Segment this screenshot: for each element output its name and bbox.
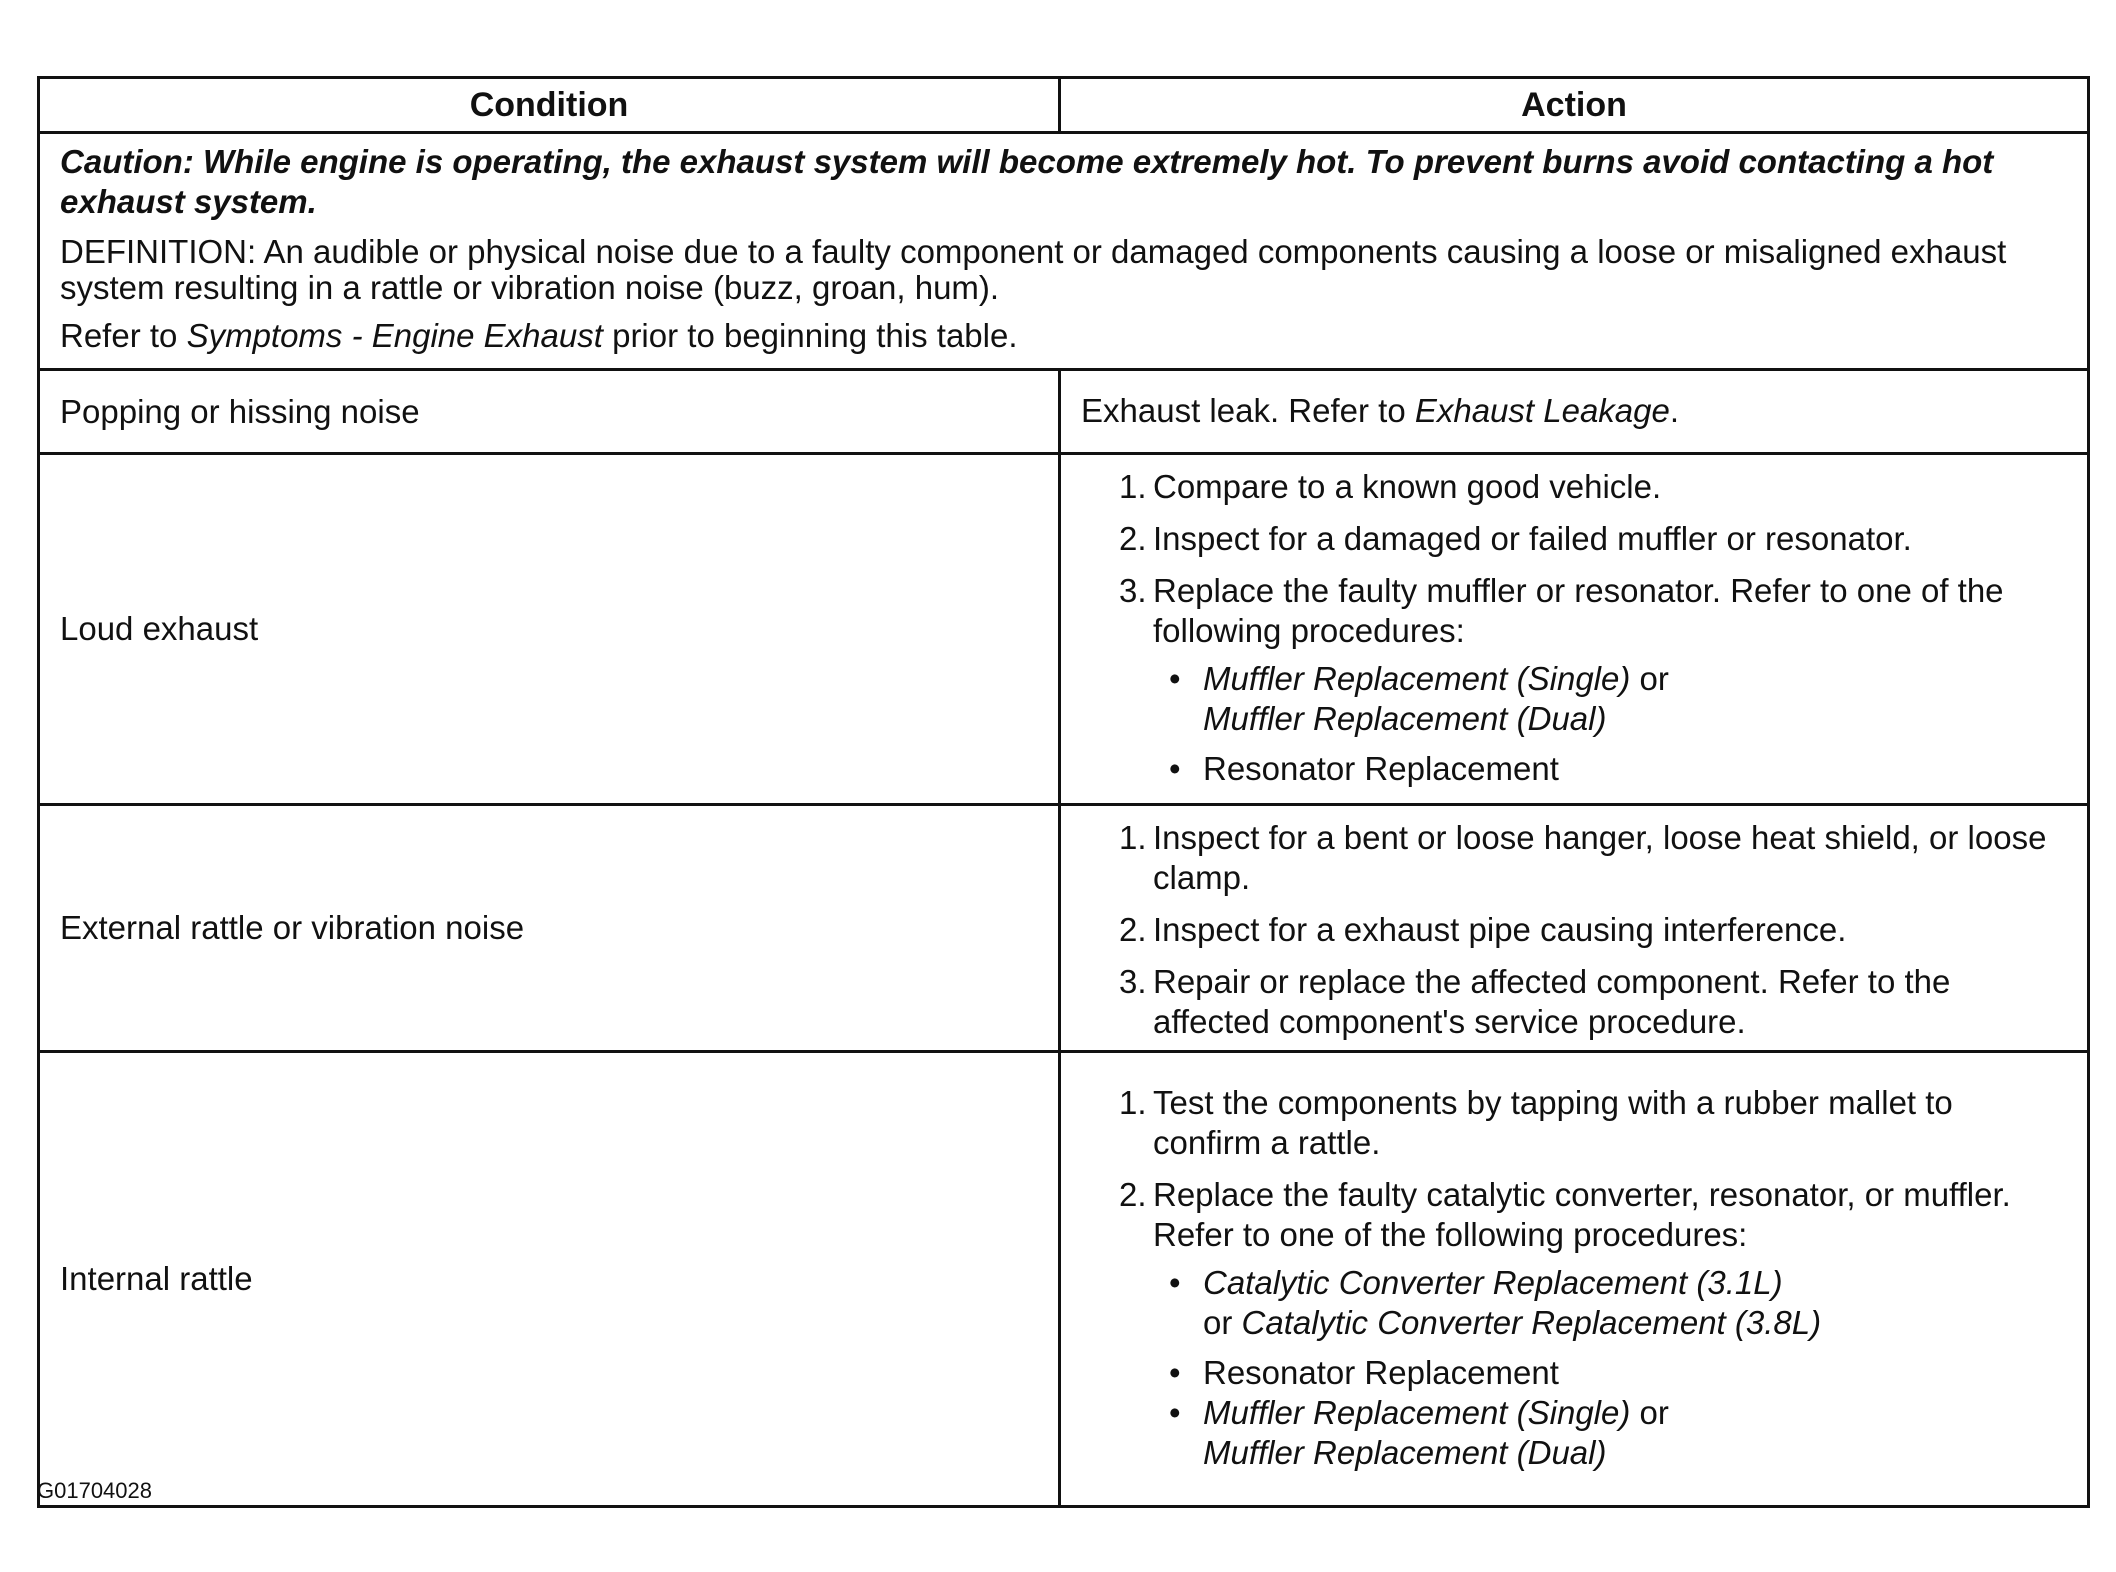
action-header: Action: [1060, 78, 2089, 133]
note-row: [39, 133, 2089, 370]
step-text: Inspect for a exhaust pipe causing interference.: [1153, 911, 1847, 948]
action-prefix: Exhaust leak. Refer to: [1081, 391, 1415, 429]
muffler-single-link[interactable]: Muffler Replacement (Single): [1203, 660, 1631, 697]
list-item: [1153, 1353, 2067, 1393]
procedure-list: [1153, 659, 2067, 789]
bullet: •: [1169, 750, 1181, 787]
refer-suffix: prior to beginning this table.: [602, 317, 1018, 354]
step-number: 2.: [1119, 911, 1147, 948]
step-text: Replace the faulty muffler or resonator. Refer to one of the following procedures:: [1153, 572, 2004, 649]
or-text: or: [1630, 1394, 1669, 1431]
step-list: [1081, 467, 2067, 789]
muffler-dual-link[interactable]: Muffler Replacement (Dual): [1203, 700, 1607, 737]
resonator-text: Resonator Replacement: [1203, 750, 1559, 787]
list-item: [1153, 659, 2067, 739]
procedure-list: [1153, 1263, 2067, 1473]
condition-header: Condition: [39, 78, 1060, 133]
list-item: [1081, 519, 2067, 559]
step-text: Compare to a known good vehicle.: [1153, 468, 1662, 505]
list-item: [1153, 1263, 2067, 1343]
condition-cell: Popping or hissing noise: [39, 370, 1060, 454]
step-list: [1081, 1083, 2067, 1473]
list-item: [1081, 910, 2067, 950]
step-text: Inspect for a damaged or failed muffler or resonator.: [1153, 520, 1912, 557]
action-cell: [1060, 805, 2089, 1052]
definition-text: DEFINITION: An audible or physical noise due to a faulty component or damaged components causing a loose or misaligned exhaust system resulting in a rattle or vibration noise (buzz, groan, hum).: [60, 233, 2007, 306]
diagnostic-sheet: [37, 76, 2087, 1508]
bullet: •: [1169, 1394, 1181, 1431]
list-item: [1081, 818, 2067, 898]
list-item: [1081, 467, 2067, 507]
list-item: [1153, 1393, 2067, 1473]
table-row: [39, 805, 2089, 1052]
step-text: Repair or replace the affected component. Refer to the affected component's service procedure.: [1153, 963, 1951, 1040]
action-cell: [1060, 370, 2089, 454]
step-text: Test the components by tapping with a rubber mallet to confirm a rattle.: [1153, 1084, 1953, 1161]
action-cell: [1060, 454, 2089, 805]
refer-prefix: Refer to: [60, 317, 187, 354]
action-suffix: .: [1669, 391, 1680, 429]
caution-text: Caution: While engine is operating, the exhaust system will become extremely hot. To prevent burns avoid contacting a hot exhaust system.: [60, 143, 1994, 220]
condition-cell: Loud exhaust: [39, 454, 1060, 805]
bullet: •: [1169, 1354, 1181, 1391]
bullet: •: [1169, 660, 1181, 697]
step-number: 3.: [1119, 963, 1147, 1000]
step-text: Inspect for a bent or loose hanger, loose heat shield, or loose clamp.: [1153, 819, 2047, 896]
catalytic-31-link[interactable]: Catalytic Converter Replacement (3.1L): [1203, 1264, 1783, 1301]
note-cell: [39, 133, 2089, 370]
table-row: [39, 1052, 2089, 1507]
catalytic-38-link[interactable]: Catalytic Converter Replacement (3.8L): [1241, 1304, 1822, 1341]
or-text: or: [1630, 660, 1669, 697]
list-item: [1081, 1083, 2067, 1163]
bullet: •: [1169, 1264, 1181, 1301]
refer-text: [60, 316, 2067, 356]
list-item: [1153, 749, 2067, 789]
exhaust-noise-table: [37, 76, 2090, 1508]
step-number: 2.: [1119, 1176, 1147, 1213]
step-text: Replace the faulty catalytic converter, resonator, or muffler. Refer to one of the following procedures:: [1153, 1176, 2011, 1253]
muffler-dual-link[interactable]: Muffler Replacement (Dual): [1203, 1434, 1607, 1471]
condition-cell: External rattle or vibration noise: [39, 805, 1060, 1052]
table-row: [39, 454, 2089, 805]
step-list: [1081, 818, 2067, 1042]
step-number: 1.: [1119, 1084, 1147, 1121]
step-number: 1.: [1119, 819, 1147, 856]
or-text: or: [1203, 1304, 1242, 1341]
step-number: 3.: [1119, 572, 1147, 609]
step-number: 2.: [1119, 520, 1147, 557]
table-row: [39, 370, 2089, 454]
step-number: 1.: [1119, 468, 1147, 505]
list-item: [1081, 571, 2067, 789]
condition-cell: Internal rattle: [39, 1052, 1060, 1507]
exhaust-leakage-link[interactable]: Exhaust Leakage: [1414, 391, 1670, 429]
list-item: [1081, 962, 2067, 1042]
header-row: [39, 78, 2089, 133]
list-item: [1081, 1175, 2067, 1473]
resonator-text: Resonator Replacement: [1203, 1354, 1559, 1391]
figure-id: G01704028: [37, 1478, 152, 1503]
symptoms-link[interactable]: Symptoms - Engine Exhaust: [186, 317, 603, 354]
action-cell: [1060, 1052, 2089, 1507]
muffler-single-link[interactable]: Muffler Replacement (Single): [1203, 1394, 1631, 1431]
